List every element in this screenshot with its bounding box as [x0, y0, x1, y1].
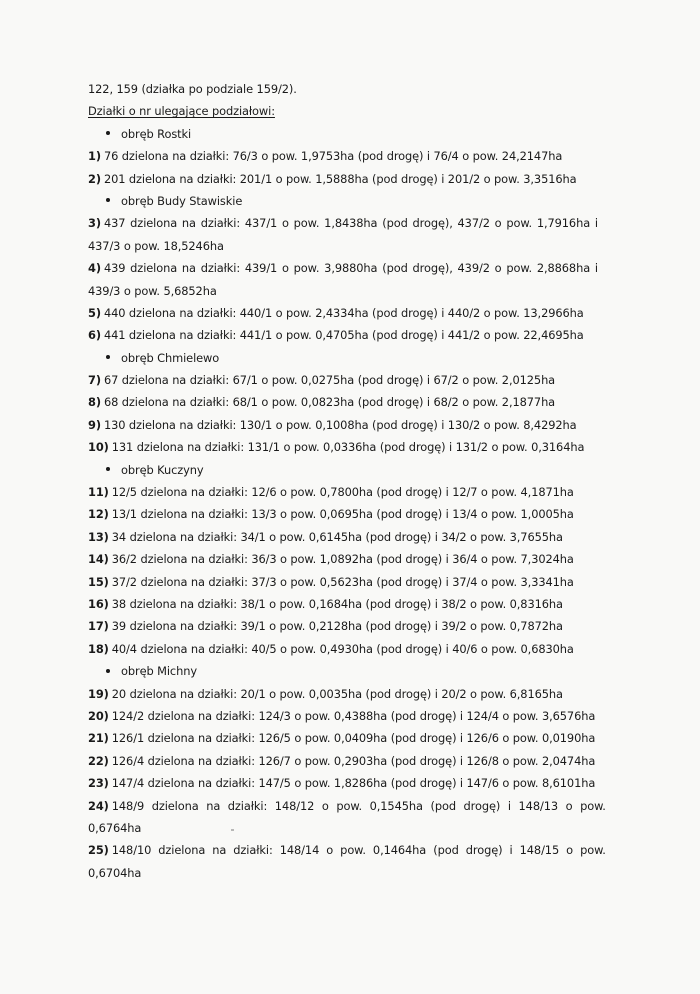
- item-text: 148/9 dzielona na działki: 148/12 o pow. 0,1545ha (pod drogę) i 148/13 o pow.: [111, 798, 606, 813]
- item-text: 67 dzielona na działki: 67/1 o pow. 0,0275ha (pod drogę) i 67/2 o pow. 2,0125ha: [103, 373, 556, 388]
- precinct-heading: [88, 123, 628, 145]
- intro-line: 122, 159 (działka po podziale 159/2).: [88, 82, 297, 96]
- item-number: 16): [88, 596, 109, 611]
- scan-speck: [231, 829, 234, 831]
- item-continuation: 0,6764ha: [88, 820, 142, 835]
- item-text: 201 dzielona na działki: 201/1 o pow. 1,5888ha (pod drogę) i 201/2 o pow. 3,3516ha: [103, 171, 577, 186]
- precinct-name: obręb Kuczyny: [121, 462, 204, 477]
- item-text: 37/2 dzielona na działki: 37/3 o pow. 0,5623ha (pod drogę) i 37/4 o pow. 3,3341ha: [111, 574, 574, 589]
- parcel-item: [88, 705, 628, 727]
- parcel-item: [88, 503, 628, 525]
- item-text: 440 dzielona na działki: 440/1 o pow. 2,4334ha (pod drogę) i 440/2 o pow. 13,2966ha: [103, 305, 584, 320]
- item-number: 10): [88, 440, 109, 455]
- precinct-name: obręb Chmielewo: [121, 350, 220, 365]
- item-number: 7): [88, 373, 101, 388]
- item-number: 23): [88, 776, 109, 791]
- bullet-icon: [106, 355, 110, 359]
- item-text: 441 dzielona na działki: 441/1 o pow. 0,4705ha (pod drogę) i 441/2 o pow. 22,4695ha: [103, 328, 584, 343]
- precinct-heading: [88, 347, 628, 369]
- item-text: 40/4 dzielona na działki: 40/5 o pow. 0,4930ha (pod drogę) i 40/6 o pow. 0,6830ha: [111, 641, 574, 656]
- precinct-heading: [88, 459, 628, 481]
- item-number: 21): [88, 731, 109, 746]
- parcel-item: [88, 571, 628, 593]
- item-text: 126/4 dzielona na działki: 126/7 o pow. 0,2903ha (pod drogę) i 126/8 o pow. 2,0474ha: [111, 753, 596, 768]
- item-number: 18): [88, 641, 109, 656]
- item-text: 13/1 dzielona na działki: 13/3 o pow. 0,0695ha (pod drogę) i 13/4 o pow. 1,0005ha: [111, 507, 574, 522]
- parcel-item: [88, 481, 628, 503]
- parcel-item: [88, 257, 628, 279]
- section-heading: Działki o nr ulegające podziałowi:: [88, 104, 275, 119]
- item-text: 20 dzielona na działki: 20/1 o pow. 0,0035ha (pod drogę) i 20/2 o pow. 6,8165ha: [111, 686, 563, 701]
- parcel-item: [88, 436, 628, 458]
- item-number: 3): [88, 216, 101, 231]
- item-number: 2): [88, 171, 101, 186]
- parcel-item: [88, 369, 628, 391]
- parcel-item: [88, 414, 628, 436]
- item-text: 437 dzielona na działki: 437/1 o pow. 1,8438ha (pod drogę), 437/2 o pow. 1,7916ha i: [103, 216, 598, 231]
- item-text: 39 dzielona na działki: 39/1 o pow. 0,2128ha (pod drogę) i 39/2 o pow. 0,7872ha: [111, 619, 563, 634]
- item-text: 12/5 dzielona na działki: 12/6 o pow. 0,7800ha (pod drogę) i 12/7 o pow. 4,1871ha: [111, 485, 574, 500]
- item-number: 14): [88, 552, 109, 567]
- item-number: 13): [88, 529, 109, 544]
- item-text: 439 dzielona na działki: 439/1 o pow. 3,9880ha (pod drogę), 439/2 o pow. 2,8868ha i: [103, 261, 598, 276]
- precinct-name: obręb Michny: [121, 664, 197, 679]
- parcel-item: [88, 795, 628, 817]
- item-number: 24): [88, 798, 109, 813]
- item-continuation: 0,6704ha: [88, 865, 142, 880]
- item-continuation: 437/3 o pow. 18,5246ha: [88, 238, 224, 253]
- item-text: 126/1 dzielona na działki: 126/5 o pow. 0,0409ha (pod drogę) i 126/6 o pow. 0,0190ha: [111, 731, 596, 746]
- parcel-item: [88, 168, 628, 190]
- parcel-item: [88, 593, 628, 615]
- parcel-item: [88, 324, 628, 346]
- precinct-name: obręb Budy Stawiskie: [121, 193, 243, 208]
- item-text: 124/2 dzielona na działki: 124/3 o pow. 0,4388ha (pod drogę) i 124/4 o pow. 3,6576ha: [111, 708, 596, 723]
- item-text: 130 dzielona na działki: 130/1 o pow. 0,1008ha (pod drogę) i 130/2 o pow. 8,4292ha: [103, 417, 577, 432]
- item-number: 9): [88, 417, 101, 432]
- item-number: 4): [88, 261, 101, 276]
- item-number: 6): [88, 328, 101, 343]
- parcel-item: [88, 638, 628, 660]
- item-number: 19): [88, 686, 109, 701]
- precinct-heading: [88, 190, 628, 212]
- parcel-item: [88, 772, 628, 794]
- parcel-item: [88, 145, 628, 167]
- item-number: 5): [88, 305, 101, 320]
- bullet-icon: [106, 131, 110, 135]
- item-number: 22): [88, 753, 109, 768]
- item-text: 148/10 dzielona na działki: 148/14 o pow. 0,1464ha (pod drogę) i 148/15 o pow.: [111, 843, 606, 858]
- item-continuation: 439/3 o pow. 5,6852ha: [88, 283, 217, 298]
- parcel-item: [88, 212, 628, 234]
- bullet-icon: [106, 669, 110, 673]
- parcel-item: [88, 391, 628, 413]
- item-text: 147/4 dzielona na działki: 147/5 o pow. 1,8286ha (pod drogę) i 147/6 o pow. 8,6101ha: [111, 776, 596, 791]
- item-number: 15): [88, 574, 109, 589]
- item-number: 25): [88, 843, 109, 858]
- document-body: [88, 78, 628, 884]
- item-text: 38 dzielona na działki: 38/1 o pow. 0,1684ha (pod drogę) i 38/2 o pow. 0,8316ha: [111, 596, 563, 611]
- parcel-item: [88, 839, 628, 861]
- precinct-name: obręb Rostki: [121, 126, 192, 141]
- parcel-item: [88, 750, 628, 772]
- item-number: 8): [88, 395, 101, 410]
- bullet-icon: [106, 467, 110, 471]
- parcel-list: [88, 123, 628, 884]
- parcel-item: [88, 526, 628, 548]
- item-number: 1): [88, 149, 101, 164]
- parcel-item: [88, 615, 628, 637]
- item-number: 12): [88, 507, 109, 522]
- parcel-item: [88, 548, 628, 570]
- item-text: 68 dzielona na działki: 68/1 o pow. 0,0823ha (pod drogę) i 68/2 o pow. 2,1877ha: [103, 395, 556, 410]
- parcel-item: [88, 727, 628, 749]
- item-text: 76 dzielona na działki: 76/3 o pow. 1,9753ha (pod drogę) i 76/4 o pow. 24,2147ha: [103, 149, 563, 164]
- parcel-item: [88, 683, 628, 705]
- item-text: 131 dzielona na działki: 131/1 o pow. 0,0336ha (pod drogę) i 131/2 o pow. 0,3164ha: [111, 440, 585, 455]
- item-text: 34 dzielona na działki: 34/1 o pow. 0,6145ha (pod drogę) i 34/2 o pow. 3,7655ha: [111, 529, 563, 544]
- item-number: 17): [88, 619, 109, 634]
- parcel-item: [88, 302, 628, 324]
- item-text: 36/2 dzielona na działki: 36/3 o pow. 1,0892ha (pod drogę) i 36/4 o pow. 7,3024ha: [111, 552, 574, 567]
- precinct-heading: [88, 660, 628, 682]
- item-number: 20): [88, 708, 109, 723]
- item-number: 11): [88, 485, 109, 500]
- bullet-icon: [106, 198, 110, 202]
